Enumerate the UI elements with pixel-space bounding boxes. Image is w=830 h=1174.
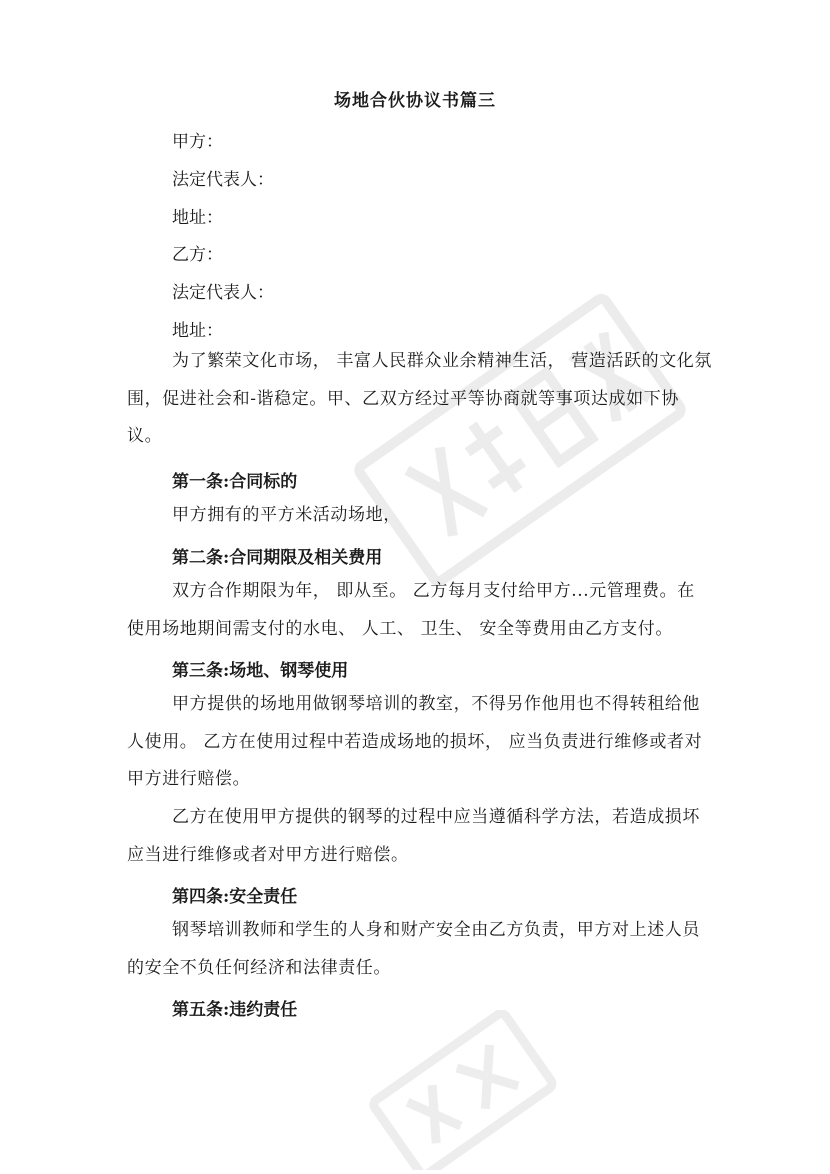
document-title: 场地合伙协议书篇三 — [334, 91, 496, 111]
party-a-representative-label: 法定代表人： — [172, 170, 274, 190]
article-2-heading: 第二条:合同期限及相关费用 — [172, 548, 383, 568]
preamble-paragraph: 为了繁荣文化市场， 丰富人民群众业余精神生活， 营造活跃的文化氛围，促进社会和-谐稳定。甲、乙双方经过平等协商就等事项达成如下协议。 — [127, 351, 713, 446]
article-2-paragraph: 双方合作期限为年， 即从至。 乙方每月支付给甲方...元管理费。在使用场地期间需支付的水电、 人工、 卫生、 安全等费用由乙方支付。 — [127, 581, 695, 639]
party-a-label: 甲方： — [172, 132, 223, 152]
article-4-heading: 第四条:安全责任 — [172, 887, 298, 907]
party-b-label: 乙方： — [172, 245, 223, 265]
article-3-paragraph-2: 乙方在使用甲方提供的钢琴的过程中应当遵循科学方法，若造成损坏应当进行维修或者对甲方进行赔偿。 — [127, 807, 700, 865]
party-a-address-label: 地址： — [172, 208, 223, 228]
article-3-heading: 第三条:场地、钢琴使用 — [172, 661, 349, 681]
party-b-representative-label: 法定代表人： — [172, 283, 274, 303]
party-b-address-label: 地址： — [172, 321, 223, 341]
article-4-paragraph: 钢琴培训教师和学生的人身和财产安全由乙方负责，甲方对上述人员的安全不负任何经济和法律责任。 — [127, 920, 700, 978]
article-1-heading: 第一条:合同标的 — [172, 472, 298, 492]
article-1-paragraph: 甲方拥有的平方米活动场地， — [172, 505, 401, 525]
article-5-heading: 第五条:违约责任 — [172, 1000, 298, 1020]
article-3-paragraph-1: 甲方提供的场地用做钢琴培训的教室，不得另作他用也不得转租给他人使用。 乙方在使用过程中若造成场地的损坏， 应当负责进行维修或者对甲方进行赔偿。 — [127, 694, 703, 789]
